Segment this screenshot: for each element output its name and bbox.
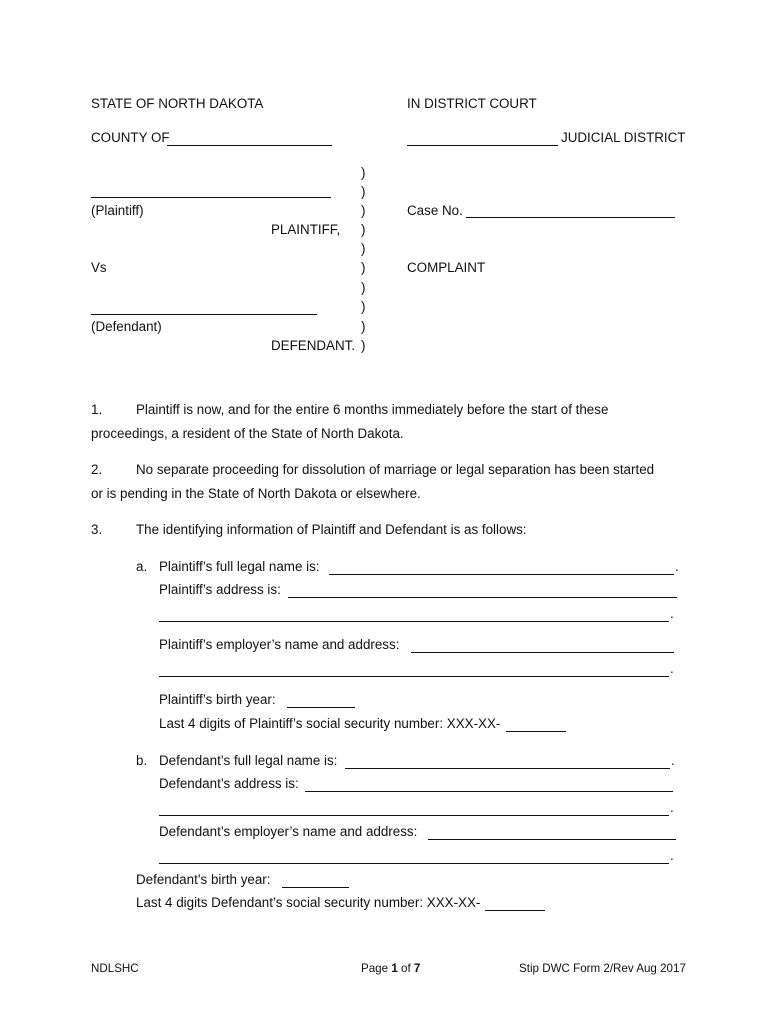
defendant-birth-label: Defendant’s birth year: xyxy=(136,872,271,887)
plaintiff-employer-blank[interactable] xyxy=(411,652,674,653)
line-end-period: . xyxy=(675,559,679,574)
plaintiff-address-blank[interactable] xyxy=(288,597,677,598)
county-label: COUNTY OF xyxy=(91,130,170,145)
plaintiff-birth-blank[interactable] xyxy=(287,707,355,708)
line-end-period: . xyxy=(671,753,675,768)
plaintiff-role: PLAINTIFF, xyxy=(271,222,341,237)
case-no-label: Case No. xyxy=(407,203,463,218)
plaintiff-ssn-blank[interactable] xyxy=(506,731,566,732)
versus-label: Vs xyxy=(91,260,107,275)
defendant-tag: (Defendant) xyxy=(91,319,162,334)
caption-paren: ) xyxy=(361,299,366,314)
paragraph-number: 1. xyxy=(91,402,103,417)
defendant-employer-blank-2[interactable] xyxy=(159,863,669,864)
paragraph-number: 2. xyxy=(91,462,103,477)
line-end-period: . xyxy=(670,661,674,676)
item-letter: b. xyxy=(136,753,148,768)
defendant-ssn-blank[interactable] xyxy=(485,910,545,911)
defendant-full-name-blank[interactable] xyxy=(345,768,670,769)
page-number xyxy=(361,963,420,975)
line-end-period: . xyxy=(670,800,674,815)
paragraph-number: 3. xyxy=(91,522,103,537)
county-blank[interactable] xyxy=(167,145,332,146)
plaintiff-birth-label: Plaintiff’s birth year: xyxy=(159,692,276,707)
plaintiff-ssn-label: Last 4 digits of Plaintiff’s social security number: XXX-XX- xyxy=(159,716,501,731)
caption-paren: ) xyxy=(361,222,366,237)
defendant-address-blank[interactable] xyxy=(305,791,673,792)
defendant-birth-blank[interactable] xyxy=(282,887,349,888)
case-no-blank[interactable] xyxy=(466,217,675,218)
judicial-district-blank[interactable] xyxy=(407,145,558,146)
state-heading: STATE OF NORTH DAKOTA xyxy=(91,96,264,111)
paragraph-text: The identifying information of Plaintiff and Defendant is as follows: xyxy=(136,522,527,537)
defendant-employer-blank[interactable] xyxy=(428,839,676,840)
plaintiff-employer-blank-2[interactable] xyxy=(159,676,669,677)
caption-paren: ) xyxy=(361,338,366,353)
defendant-name-label: Defendant’s full legal name is: xyxy=(159,753,338,768)
defendant-address-blank-2[interactable] xyxy=(159,815,669,816)
plaintiff-name-label: Plaintiff’s full legal name is: xyxy=(159,559,320,574)
footer-org: NDLSHC xyxy=(91,962,139,975)
caption-paren: ) xyxy=(361,165,366,180)
plaintiff-address-label: Plaintiff’s address is: xyxy=(159,582,281,597)
judicial-district-label: JUDICIAL DISTRICT xyxy=(561,130,686,145)
plaintiff-employer-label: Plaintiff’s employer’s name and address: xyxy=(159,637,400,652)
caption-paren: ) xyxy=(361,241,366,256)
defendant-role: DEFENDANT. xyxy=(271,338,356,353)
paragraph-text: or is pending in the State of North Dakota or elsewhere. xyxy=(91,486,421,501)
form-id: Stip DWC Form 2/Rev Aug 2017 xyxy=(519,962,686,975)
paragraph-text: Plaintiff is now, and for the entire 6 months immediately before the start of these xyxy=(136,402,609,417)
caption-paren: ) xyxy=(361,260,366,275)
defendant-address-label: Defendant’s address is: xyxy=(159,776,299,791)
caption-paren: ) xyxy=(361,184,366,199)
defendant-employer-label: Defendant’s employer’s name and address: xyxy=(159,824,418,839)
court-heading: IN DISTRICT COURT xyxy=(407,96,537,111)
plaintiff-full-name-blank[interactable] xyxy=(329,574,674,575)
document-type: COMPLAINT xyxy=(407,260,486,275)
line-end-period: . xyxy=(670,848,674,863)
item-letter: a. xyxy=(136,559,148,574)
defendant-name-blank[interactable] xyxy=(91,314,317,315)
caption-paren: ) xyxy=(361,280,366,295)
plaintiff-name-blank[interactable] xyxy=(91,197,331,198)
caption-paren: ) xyxy=(361,203,366,218)
plaintiff-tag: (Plaintiff) xyxy=(91,203,144,218)
plaintiff-address-blank-2[interactable] xyxy=(159,621,669,622)
page-prefix: Page xyxy=(361,962,389,975)
caption-paren: ) xyxy=(361,319,366,334)
line-end-period: . xyxy=(670,606,674,621)
paragraph-text: proceedings, a resident of the State of North Dakota. xyxy=(91,426,404,441)
defendant-ssn-label: Last 4 digits Defendant’s social security number: XXX-XX- xyxy=(136,895,481,910)
paragraph-text: No separate proceeding for dissolution of marriage or legal separation has been started xyxy=(136,462,655,477)
page-current: 1 xyxy=(391,962,398,975)
page-total: 7 xyxy=(413,962,421,975)
page-of: of xyxy=(401,962,411,975)
